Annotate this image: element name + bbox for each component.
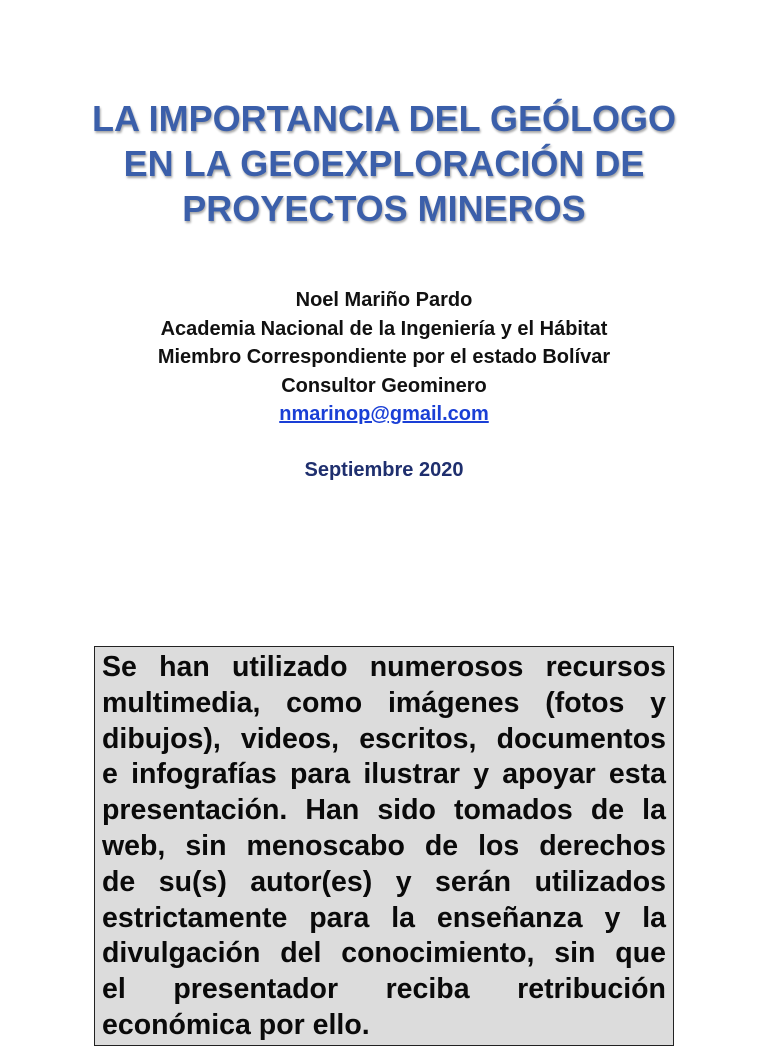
notice-line: dibujos), videos, escritos, documentos bbox=[102, 722, 666, 755]
notice-line: presentación. Han sido tomados de la bbox=[102, 794, 666, 827]
notice-line: estrictamente para la enseñanza y la bbox=[102, 901, 666, 934]
notice-line: de su(s) autor(es) y serán utilizados bbox=[102, 865, 666, 898]
author-email-link[interactable]: nmarinop@gmail.com bbox=[279, 403, 489, 425]
author-position: Consultor Geominero bbox=[281, 374, 487, 397]
copyright-notice-text bbox=[102, 650, 666, 1044]
notice-line: e infografías para ilustrar y apoyar esta bbox=[102, 758, 666, 791]
slide-title bbox=[0, 96, 768, 231]
author-name: Noel Mariño Pardo bbox=[295, 289, 473, 311]
notice-line: el presentador reciba retribución bbox=[102, 973, 666, 1006]
author-email-row bbox=[0, 400, 768, 429]
presentation-date: Septiembre 2020 bbox=[304, 459, 464, 481]
copyright-notice-box bbox=[94, 646, 674, 1046]
author-role: Miembro Correspondiente por el estado Bolívar bbox=[157, 346, 611, 368]
notice-line: web, sin menoscabo de los derechos bbox=[102, 829, 666, 862]
slide-title-line: PROYECTOS MINEROS bbox=[182, 188, 586, 229]
slide-title-line: LA IMPORTANCIA DEL GEÓLOGO bbox=[92, 98, 676, 139]
author-affiliation: Academia Nacional de la Ingeniería y el Hábitat bbox=[160, 317, 608, 340]
notice-line: divulgación del conocimiento, sin que bbox=[102, 937, 666, 970]
notice-line: Se han utilizado numerosos recursos bbox=[102, 651, 666, 683]
notice-line: multimedia, como imágenes (fotos y bbox=[102, 686, 666, 719]
notice-line: económica por ello. bbox=[102, 1008, 370, 1041]
slide-title-line: EN LA GEOEXPLORACIÓN DE bbox=[123, 143, 645, 184]
author-block bbox=[0, 286, 768, 429]
